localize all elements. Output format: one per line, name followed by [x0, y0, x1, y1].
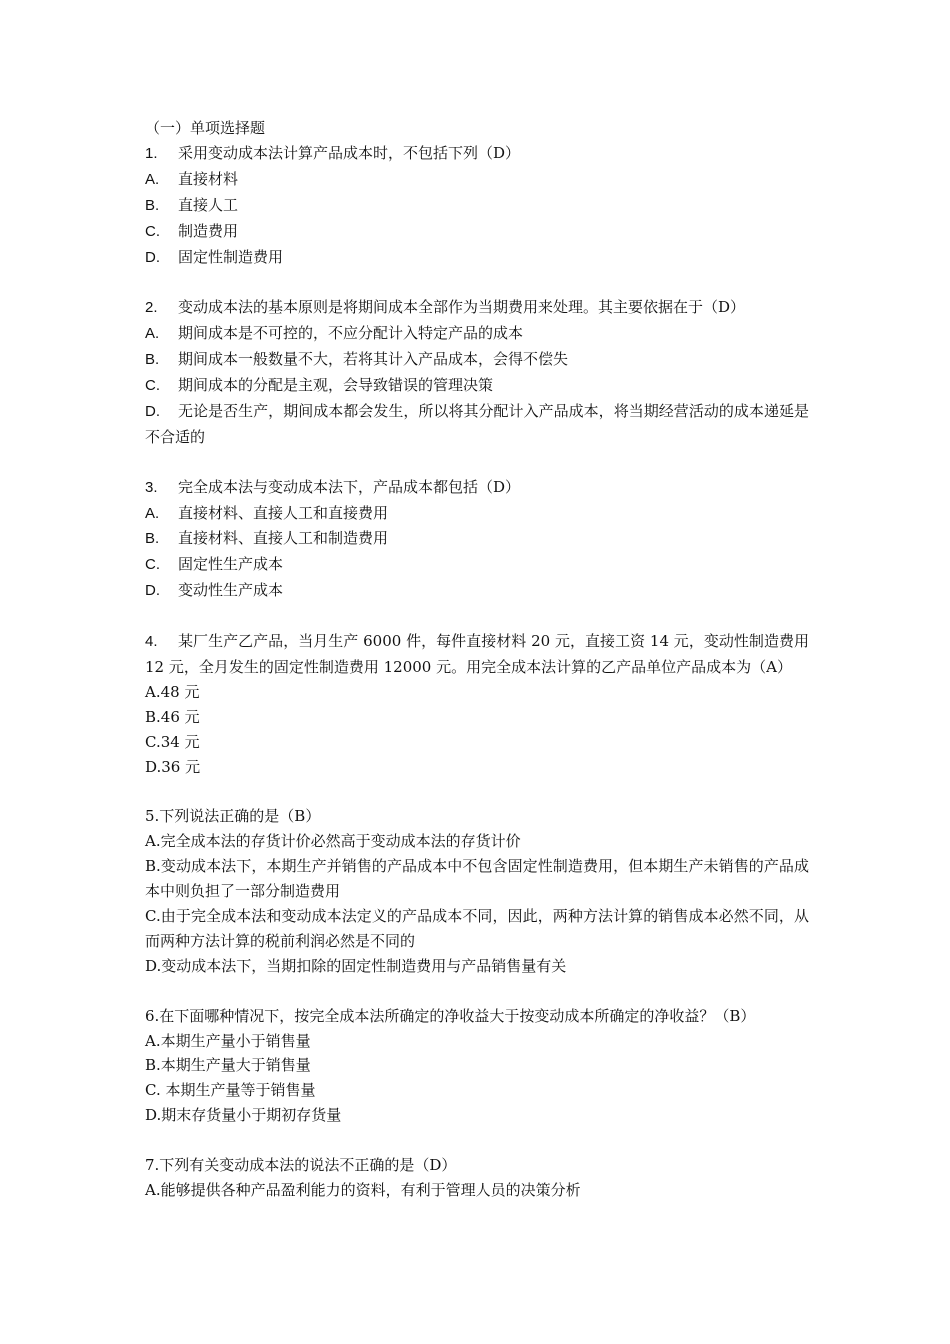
question-number: 4. [145, 633, 158, 651]
option-text: 期间成本的分配是主观，会导致错误的管理决策 [178, 376, 494, 395]
option-5b: B.变动成本法下，本期生产并销售的产品成本中不包含固定性制造费用，但本期生产未销售的产品成本中则负担了一部分制造费用 [145, 857, 809, 901]
option-label: A. [145, 170, 160, 188]
option-4c: C.34 元 [145, 732, 200, 751]
question-7: 7.下列有关变动成本法的说法不正确的是（D） [145, 1156, 457, 1175]
question-2 [145, 295, 809, 321]
option-text: 期间成本一般数量不大，若将其计入产品成本，会得不偿失 [178, 350, 569, 369]
option-2c [145, 373, 809, 399]
question-text: 某厂生产乙产品，当月生产 6000 件，每件直接材料 20 元，直接工资 14 元，变动性制造费用 12 元，全月发生的固定性制造费用 12000 元。用完全成本法计算的乙产品单位产品成本为（A） [145, 632, 809, 676]
option-text: 制造费用 [178, 221, 239, 240]
spacer [145, 979, 809, 1004]
option-label: C. [145, 377, 160, 395]
option-4a: A.48 元 [145, 682, 200, 701]
option-label: B. [145, 530, 160, 548]
option-1c [145, 219, 809, 245]
option-text: 期间成本是不可控的，不应分配计入特定产品的成本 [178, 324, 524, 343]
option-label: C. [145, 556, 160, 574]
option-text: 无论是否生产，期间成本都会发生，所以将其分配计入产品成本，将当期经营活动的成本递延是不合适的 [145, 401, 809, 446]
section-title: （一）单项选择题 [145, 119, 266, 137]
question-text: 完全成本法与变动成本法下，产品成本都包括（D） [178, 477, 521, 496]
option-text: 直接材料 [178, 169, 239, 188]
option-1a [145, 167, 809, 193]
option-1d [145, 245, 809, 271]
question-5: 5.下列说法正确的是（B） [145, 807, 321, 826]
question-number: 2. [145, 299, 158, 317]
option-2a [145, 321, 809, 347]
question-6: 6.在下面哪种情况下，按完全成本法所确定的净收益大于按变动成本所确定的净收益？（B） [145, 1006, 756, 1025]
option-5c: C.由于完全成本法和变动成本法定义的产品成本不同，因此，两种方法计算的销售成本必然不同，从而两种方法计算的税前利润必然是不同的 [145, 907, 809, 950]
spacer [145, 1128, 809, 1153]
option-4d: D.36 元 [145, 757, 201, 776]
option-2b [145, 347, 809, 373]
option-6d: D.期末存货量小于期初存货量 [145, 1106, 342, 1125]
option-text: 直接材料、直接人工和直接费用 [178, 503, 389, 522]
option-5a: A.完全成本法的存货计价必然高于变动成本法的存货计价 [145, 832, 521, 851]
option-label: D. [145, 582, 160, 600]
option-3c [145, 552, 809, 578]
question-3 [145, 475, 809, 501]
option-label: B. [145, 351, 160, 369]
spacer [145, 450, 809, 475]
option-3d [145, 578, 809, 604]
option-text: 固定性生产成本 [178, 555, 284, 574]
option-text: 直接人工 [178, 195, 239, 214]
option-label: D. [145, 248, 160, 266]
option-text: 变动性生产成本 [178, 581, 284, 600]
option-2d [145, 399, 809, 450]
spacer [145, 270, 809, 295]
option-label: A. [145, 325, 160, 343]
option-6b: B.本期生产量大于销售量 [145, 1056, 311, 1075]
option-4b: B.46 元 [145, 707, 200, 726]
option-3b [145, 526, 809, 552]
option-text: 直接材料、直接人工和制造费用 [178, 529, 389, 548]
option-5d: D.变动成本法下，当期扣除的固定性制造费用与产品销售量有关 [145, 956, 567, 975]
question-text: 采用变动成本法计算产品成本时，不包括下列（D） [178, 143, 521, 162]
option-6c: C. 本期生产量等于销售量 [145, 1081, 316, 1100]
option-label: B. [145, 196, 160, 214]
question-4 [145, 629, 809, 680]
spacer [145, 604, 809, 629]
option-6a: A.本期生产量小于销售量 [145, 1031, 311, 1050]
question-number: 1. [145, 144, 158, 162]
option-7a: A.能够提供各种产品盈利能力的资料，有利于管理人员的决策分析 [145, 1180, 581, 1199]
question-1 [145, 141, 809, 167]
option-3a [145, 501, 809, 527]
option-text: 固定性制造费用 [178, 247, 284, 266]
option-label: D. [145, 402, 160, 420]
option-label: A. [145, 504, 160, 522]
option-1b [145, 193, 809, 219]
option-label: C. [145, 222, 160, 240]
question-text: 变动成本法的基本原则是将期间成本全部作为当期费用来处理。其主要依据在于（D） [178, 298, 746, 317]
question-number: 3. [145, 478, 158, 496]
spacer [145, 780, 809, 805]
document-page [145, 116, 809, 1203]
